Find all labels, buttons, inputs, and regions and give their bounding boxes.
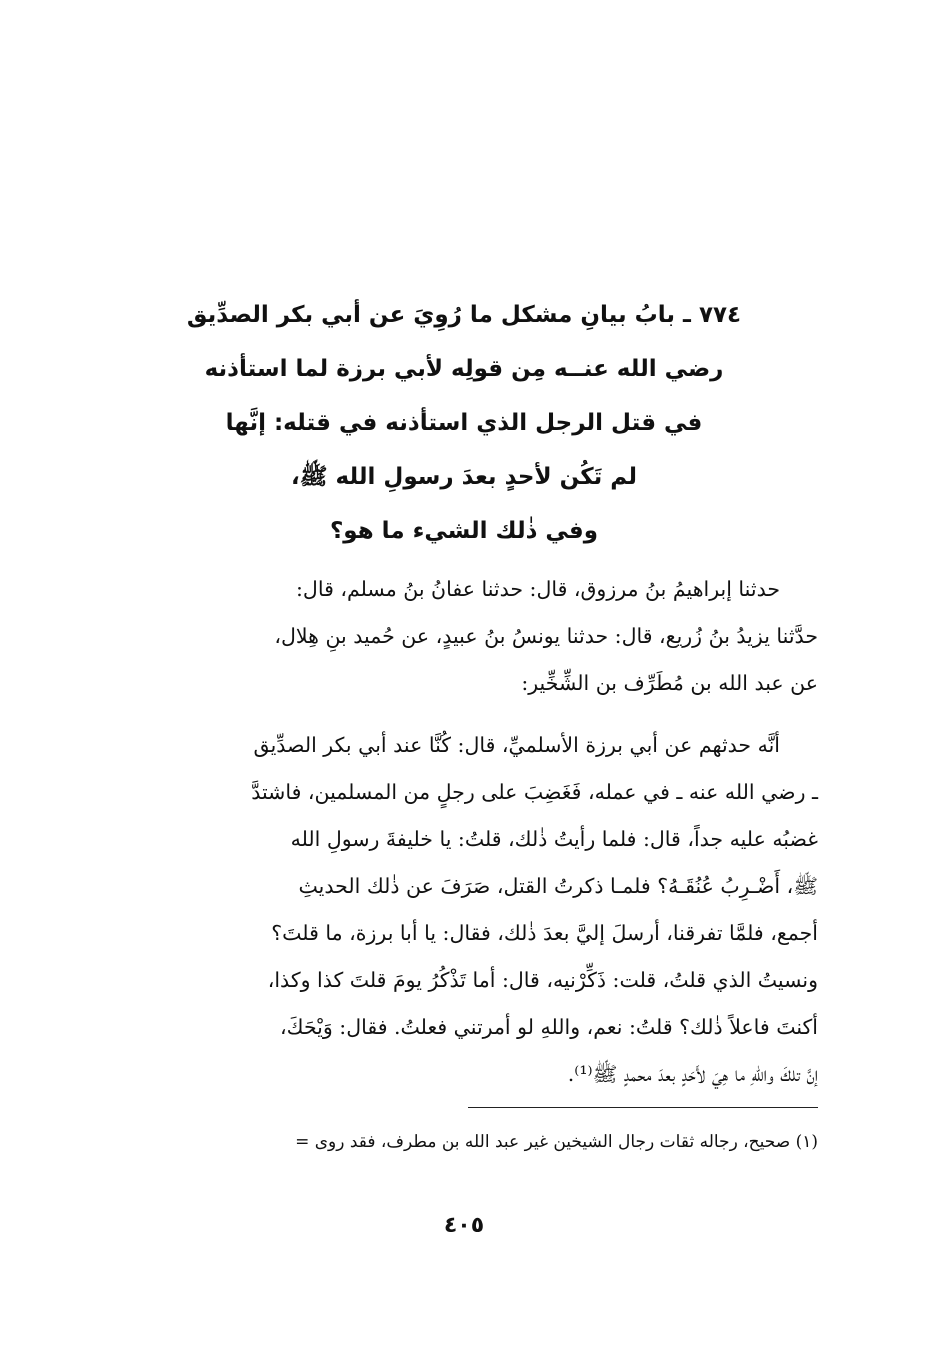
text-line: أنَّه حدثهم عن أبي برزة الأسلميِّ، قال: كُنَّا عند أبي بكر الصدِّيق xyxy=(253,733,780,757)
chapter-heading xyxy=(150,288,778,558)
text-line: غضبُه عليه جداً، قال: فلما رأيتُ ذٰلك، قلتُ: يا خليفةَ رسولِ الله xyxy=(290,827,818,851)
text-line: ونسيتُ الذي قلتُ، قلت: ذَكِّرْنيه، قال: أما تَذْكُرُ يومَ قلتَ كذا وكذا، xyxy=(267,968,818,992)
text-line: إنَّ تلكَ واللهِ ما هِيَ لأَحَدٍ بعدَ محمدٍ ﷺ⁽¹⁾. xyxy=(567,1062,818,1086)
text-line: أكنتَ فاعلاً ذٰلك؟ قلتُ: نعم، واللهِ لو أمرتني فعلتُ. فقال: وَيْحَكَ، xyxy=(280,1015,818,1039)
text-line: أجمع، فلمَّا تفرقنا، أرسلَ إليَّ بعدَ ذٰلك، فقال: يا أبا برزة، ما قلتَ؟ xyxy=(271,921,818,945)
text-line: عن عبد الله بن مُطَرِّف بن الشِّخِّير: xyxy=(521,671,818,695)
matn-paragraph xyxy=(118,722,818,1098)
heading-line: رضي الله عنــه مِن قولِه لأبي برزة لما استأذنه xyxy=(204,356,724,382)
heading-line: وفي ذٰلك الشيء ما هو؟ xyxy=(329,518,599,544)
text-line: ـ رضي الله عنه ـ في عمله، فَغَضِبَ على رجلٍ من المسلمين، فاشتدَّ xyxy=(251,780,818,804)
page-number: ٤٠٥ xyxy=(443,1213,485,1238)
text-line: ﷺ، أَضْـرِبُ عُنُقَـهُ؟ فلمـا ذكرتُ القتل، صَرَفَ عن ذٰلك الحديثِ xyxy=(298,874,818,898)
footnote-separator xyxy=(468,1107,818,1108)
heading-line: لم تَكُن لأحدٍ بعدَ رسولِ الله ﷺ، xyxy=(291,464,637,490)
footnote: (١) صحيح، رجاله ثقات رجال الشيخين غير عبد الله بن مطرف، فقد روى = xyxy=(295,1132,818,1152)
isnad-paragraph xyxy=(118,566,818,707)
heading-line: في قتل الرجل الذي استأذنه في قتله: إنَّها xyxy=(225,410,703,436)
heading-line: ٧٧٤ ـ بابُ بيانِ مشكل ما رُوِيَ عن أبي بكر الصدِّيق xyxy=(186,302,742,328)
text-line: حدَّثنا يزيدُ بنُ زُريع، قال: حدثنا يونسُ بنُ عبيدٍ، عن حُميد بنِ هِلال، xyxy=(274,624,818,648)
text-line: حدثنا إبراهيمُ بنُ مرزوق، قال: حدثنا عفانُ بنُ مسلم، قال: xyxy=(296,577,780,601)
